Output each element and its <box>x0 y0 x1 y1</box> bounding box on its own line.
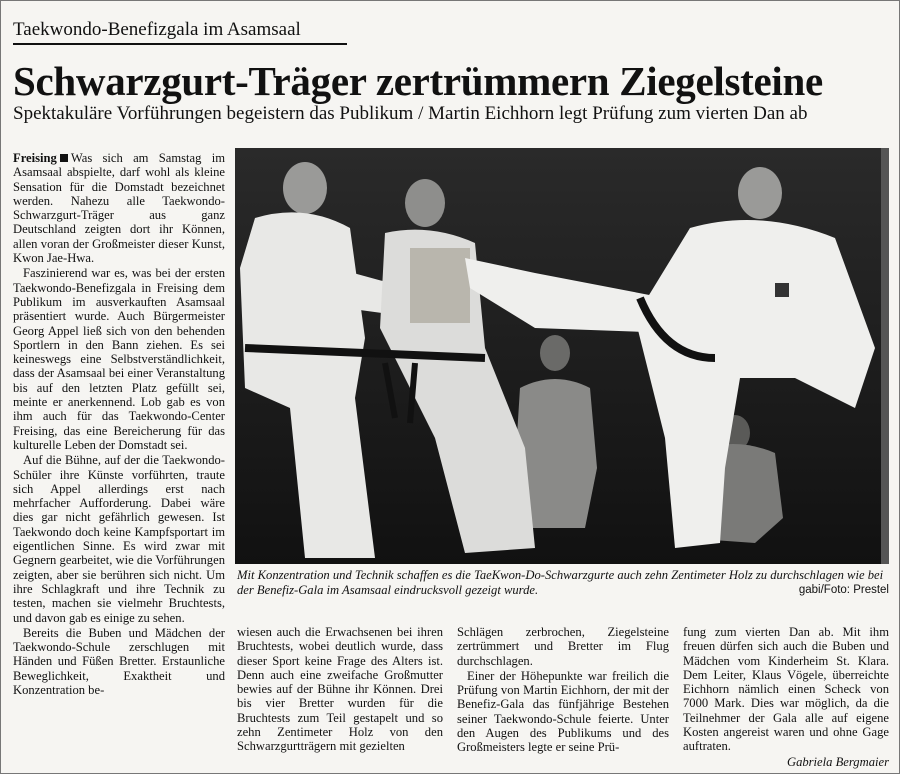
photo-caption <box>237 568 889 598</box>
caption-text: Mit Konzentration und Technik schaffen es die TaeKwon-Do-Schwarzgurte auch zehn Zentimeter Holz zu durchschlagen wie bei der Benefiz-Gala im Asamsaal eindrucksvoll gezeigt wurde. <box>237 568 884 597</box>
photo-credit: gabi/Foto: Prestel <box>798 584 889 596</box>
paragraph: Auf die Bühne, auf der die Taekwondo-Schüler ihre Künste vorführten, traute sich Appel allerdings erst nach mehrfacher Aufforderung. Dabei wäre dies gar nicht gefährlich gewesen. Ist Taekwondo doch keine Kampfsportart im eigentlichen Sinne. Es wird zwar mit Gegnern gearbeitet, wie die Vorführungen zeigten, aber sie berühren sich nicht. Um ihre Schlagkraft und ihre Technik zu testen, machen sie vielmehr Bruchtests, und davon gab es einige zu sehen. <box>13 453 225 625</box>
subheadline: Spektakuläre Vorführungen begeistern das Publikum / Martin Eichhorn legt Prüfung zum vierten Dan ab <box>13 103 808 124</box>
paragraph: wiesen auch die Erwachsenen bei ihren Bruchtests, wobei deutlich wurde, dass dieser Sport keine Frage des Alters ist. Denn auch eine zweifache Großmutter bewies auf der Bühne ihr Können. Drei bis vier Bretter wurden für die Bruchtests zum Teil gestapelt und so zehn Zentimeter Holz von den Schwarzgurtträgern mit gezielten <box>237 625 443 754</box>
photo-illustration <box>235 148 889 564</box>
paragraph <box>13 151 225 265</box>
kicker: Taekwondo-Benefizgala im Asamsaal <box>13 19 301 40</box>
kicker-rule <box>13 43 347 45</box>
paragraph: Bereits die Buben und Mädchen der Taekwondo-Schule zerschlugen mit Händen und Füßen Bretter. Erstaunliche Beweglichkeit, Exaktheit und Konzentration be- <box>13 625 225 697</box>
article-column-3 <box>457 625 669 756</box>
paragraph: Faszinierend war es, was bei der ersten Taekwondo-Benefizgala in Freising dem Publikum im ausverkauften Asamsaal präsentiert wurde. Auch Bürgermeister Georg Appel ließ sich von den behenden Sportlern in den Bann ziehen. Es sei keineswegs eine Selbstverständlichkeit, dass der Asamsaal bei einer Veranstaltung bis auf den letzten Platz gefüllt sei, meinte er anerkennend. Lob gab es von ihm auch für das Taekwondo-Center Freising, das eine Bereicherung für das kulturelle Leben der Domstadt sei. <box>13 266 225 452</box>
paragraph: Schlägen zerbrochen, Ziegelsteine zertrümmert und Bretter im Flug durchschlagen. <box>457 625 669 668</box>
article-column-1 <box>13 151 225 698</box>
author-byline: Gabriela Bergmaier <box>786 754 889 769</box>
paragraph: Einer der Höhepunkte war freilich die Prüfung von Martin Eichhorn, der mit der Benefiz-Gala das fünfjährige Bestehen seiner Taekwondo-Schule feierte. Unter den Augen des Publikums und des Großmeisters legte er seine Prü- <box>457 668 669 755</box>
article-column-2 <box>237 625 443 755</box>
taekwondo-photo <box>235 148 889 564</box>
article-column-4 <box>683 625 889 769</box>
headline: Schwarzgurt-Träger zertrümmern Ziegelsteine <box>13 58 823 104</box>
square-icon <box>60 154 68 162</box>
board-block <box>410 248 470 323</box>
paragraph-text: Was sich am Samstag im Asamsaal abspielte, darf wohl als kleine Sensation für die Domstadt bezeichnet werden. Nahezu alle Taekwondo-Schwarzgurt-Träger aus ganz Deutschland zeigten dort ihr Können, allen voran der Großmeister dieser Kunst, Kwon Jae-Hwa. <box>13 151 225 266</box>
paragraph: fung zum vierten Dan ab. Mit ihm freuen dürfen sich auch die Buben und Mädchen vom Kinderheim St. Klara. Dem Leiter, Klaus Vögele, überreichte Eichhorn nämlich einen Scheck von 7000 Mark. Dies war möglich, da die Teilnehmer der Gala alle auf eigene Kosten angereist waren und ohne Gage auftraten. <box>683 625 889 754</box>
dateline: Freising <box>13 151 57 165</box>
